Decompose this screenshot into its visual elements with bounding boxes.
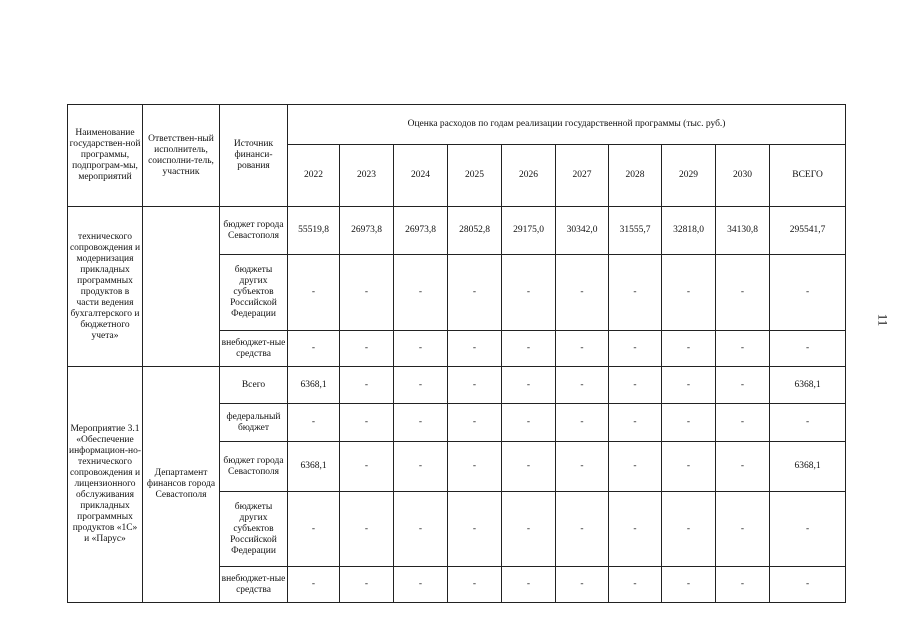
value-cell: - xyxy=(394,331,448,367)
value-cell: - xyxy=(662,255,716,331)
table-row xyxy=(68,207,846,255)
value-cell: - xyxy=(502,255,556,331)
year-header: 2028 xyxy=(609,145,662,207)
value-cell: - xyxy=(716,255,770,331)
page-number: 11 xyxy=(875,313,891,327)
value-cell: - xyxy=(716,442,770,492)
total-header: ВСЕГО xyxy=(770,145,846,207)
value-cell: 28052,8 xyxy=(448,207,502,255)
total-cell: - xyxy=(770,255,846,331)
value-cell: - xyxy=(662,567,716,603)
value-cell: - xyxy=(340,367,394,404)
value-cell: - xyxy=(288,255,340,331)
total-cell: 6368,1 xyxy=(770,442,846,492)
source-cell: внебюджет-ные средства xyxy=(220,567,288,603)
value-cell: - xyxy=(340,255,394,331)
value-cell: - xyxy=(448,367,502,404)
total-cell: - xyxy=(770,492,846,567)
value-cell: - xyxy=(662,492,716,567)
value-cell: - xyxy=(448,567,502,603)
source-cell: внебюджет-ные средства xyxy=(220,331,288,367)
value-cell: - xyxy=(394,404,448,442)
responsible-cell: Департамент финансов города Севастополя xyxy=(143,367,220,603)
value-cell: - xyxy=(556,492,609,567)
value-cell: 34130,8 xyxy=(716,207,770,255)
year-header: 2030 xyxy=(716,145,770,207)
value-cell: - xyxy=(340,331,394,367)
value-cell: - xyxy=(448,492,502,567)
value-cell: - xyxy=(340,442,394,492)
year-header: 2027 xyxy=(556,145,609,207)
source-cell: бюджеты других субъектов Российской Федерации xyxy=(220,492,288,567)
value-cell: - xyxy=(448,255,502,331)
activity-name-cell: Мероприятие 3.1 «Обеспечение информацион-но-технического сопровождения и лицензионного обслуживания прикладных программных продуктов «1С» и «Парус» xyxy=(68,367,143,603)
value-cell: - xyxy=(662,331,716,367)
value-cell: - xyxy=(394,367,448,404)
header-name: Наименование государствен-ной программы, подпрограм-мы, мероприятий xyxy=(68,105,143,207)
value-cell: - xyxy=(448,331,502,367)
value-cell: 6368,1 xyxy=(288,442,340,492)
value-cell: - xyxy=(288,331,340,367)
value-cell: - xyxy=(502,367,556,404)
header-source: Источник финанси-рования xyxy=(220,105,288,207)
value-cell: - xyxy=(394,492,448,567)
value-cell: - xyxy=(662,367,716,404)
value-cell: - xyxy=(609,331,662,367)
value-cell: - xyxy=(448,404,502,442)
responsible-cell xyxy=(143,207,220,367)
source-cell: бюджет города Севастополя xyxy=(220,442,288,492)
table-row xyxy=(68,367,846,404)
total-cell: - xyxy=(770,404,846,442)
value-cell: - xyxy=(556,367,609,404)
source-cell: федеральный бюджет xyxy=(220,404,288,442)
value-cell: - xyxy=(609,367,662,404)
value-cell: - xyxy=(340,567,394,603)
value-cell: - xyxy=(502,492,556,567)
header-responsible: Ответствен-ный исполнитель, соисполни-тель, участник xyxy=(143,105,220,207)
value-cell: - xyxy=(609,442,662,492)
total-cell: - xyxy=(770,331,846,367)
year-header: 2026 xyxy=(502,145,556,207)
value-cell: - xyxy=(716,492,770,567)
value-cell: - xyxy=(609,567,662,603)
value-cell: - xyxy=(394,255,448,331)
value-cell: - xyxy=(716,331,770,367)
value-cell: - xyxy=(609,255,662,331)
value-cell: - xyxy=(556,567,609,603)
source-cell: бюджет города Севастополя xyxy=(220,207,288,255)
value-cell: - xyxy=(502,567,556,603)
value-cell: - xyxy=(556,255,609,331)
value-cell: - xyxy=(394,567,448,603)
value-cell: - xyxy=(556,404,609,442)
year-header: 2023 xyxy=(340,145,394,207)
program-name-cell: технического сопровождения и модернизация прикладных программных продуктов в части ведения бухгалтерского и бюджетного учета» xyxy=(68,207,143,367)
value-cell: - xyxy=(716,404,770,442)
header-estimate: Оценка расходов по годам реализации государственной программы (тыс. руб.) xyxy=(288,105,846,145)
budget-table xyxy=(67,104,846,603)
value-cell: 32818,0 xyxy=(662,207,716,255)
year-header: 2022 xyxy=(288,145,340,207)
value-cell: 6368,1 xyxy=(288,367,340,404)
source-cell: бюджеты других субъектов Российской Федерации xyxy=(220,255,288,331)
value-cell: 26973,8 xyxy=(340,207,394,255)
value-cell: 55519,8 xyxy=(288,207,340,255)
year-header: 2025 xyxy=(448,145,502,207)
value-cell: - xyxy=(288,567,340,603)
value-cell: - xyxy=(394,442,448,492)
value-cell: - xyxy=(502,442,556,492)
total-cell: 6368,1 xyxy=(770,367,846,404)
total-cell: - xyxy=(770,567,846,603)
value-cell: - xyxy=(340,492,394,567)
value-cell: 26973,8 xyxy=(394,207,448,255)
value-cell: - xyxy=(502,404,556,442)
total-cell: 295541,7 xyxy=(770,207,846,255)
value-cell: - xyxy=(716,567,770,603)
value-cell: - xyxy=(288,492,340,567)
value-cell: 30342,0 xyxy=(556,207,609,255)
value-cell: 31555,7 xyxy=(609,207,662,255)
year-header: 2029 xyxy=(662,145,716,207)
value-cell: - xyxy=(556,331,609,367)
value-cell: - xyxy=(448,442,502,492)
value-cell: - xyxy=(609,404,662,442)
value-cell: - xyxy=(288,404,340,442)
value-cell: - xyxy=(662,442,716,492)
value-cell: - xyxy=(340,404,394,442)
value-cell: - xyxy=(556,442,609,492)
value-cell: - xyxy=(716,367,770,404)
value-cell: - xyxy=(662,404,716,442)
year-header: 2024 xyxy=(394,145,448,207)
source-cell: Всего xyxy=(220,367,288,404)
value-cell: 29175,0 xyxy=(502,207,556,255)
value-cell: - xyxy=(609,492,662,567)
value-cell: - xyxy=(502,331,556,367)
